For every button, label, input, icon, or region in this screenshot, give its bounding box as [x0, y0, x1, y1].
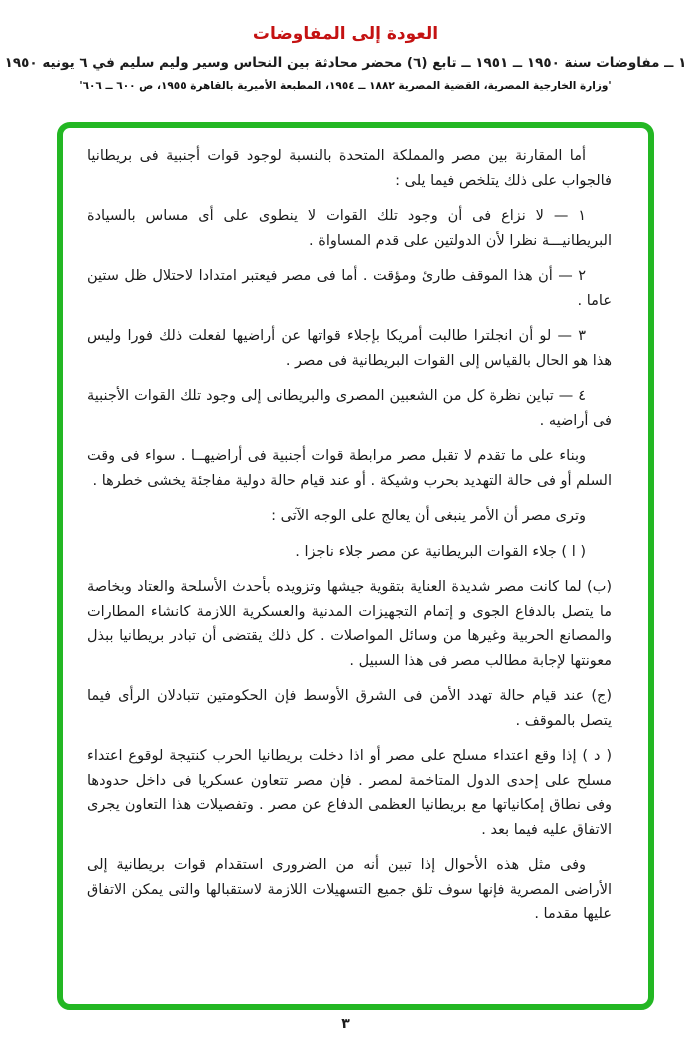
page-title: العودة إلى المفاوضات: [252, 24, 439, 44]
document-header: [0, 24, 691, 92]
highlighted-text-box: [57, 122, 654, 1010]
paragraph-point-4: ٤ — تباين نظرة كل من الشعبين المصرى والبريطانى إلى وجود تلك القوات الأجنبية فى أراضيه .: [87, 388, 612, 429]
paragraph-point-1: ١ — لا نزاع فى أن وجود تلك القوات لا ينطوى على أى مساس بالسيادة البريطانيـــة نظرا لأن الدولتين على قدم المساواة .: [87, 208, 612, 249]
paragraph-item-dal: ( د ) إذا وقع اعتداء مسلح على مصر أو اذا دخلت بريطانيا الحرب كنتيجة لوقوع اعتداء مسلح على إحدى الدول المتاخمة لمصر . فإن مصر تتعاون عسكريا فى داخل حدودها وفى نطاق إمكانياتها مع بريطانيا العظمى الدفاع عن مصر . وتفصيلات هذا التعاون يجرى الاتفاق عليه فيما بعد .: [87, 748, 612, 838]
paragraph-item-jim: (ج) عند قيام حالة تهدد الأمن فى الشرق الأوسط فإن الحكومتين تتبادلان الرأى فيما يتصل بالموقف .: [87, 688, 612, 729]
paragraph-point-2: ٢ — أن هذا الموقف طارئ ومؤقت . أما فى مصر فيعتبر امتدادا لاحتلال ظل ستين عاما .: [87, 268, 612, 309]
document-footer: [0, 1016, 691, 1032]
paragraph-lead-in: وترى مصر أن الأمر ينبغى أن يعالج على الوجه الآتى :: [271, 508, 586, 524]
page-number: ٣: [341, 1016, 350, 1032]
paragraph-conclusion: وبناء على ما تقدم لا تقبل مصر مرابطة قوات أجنبية فى أراضيهــا . سواء فى وقت السلم أو فى حالة التهديد بحرب وشيكة . أو عند قيام حالة دولية مفاجئة يخشى خطرها .: [87, 448, 612, 489]
paragraph-intro: أما المقارنة بين مصر والمملكة المتحدة بالنسبة لوجود قوات أجنبية فى بريطانيا فالجواب على ذلك يتلخص فيما يلى :: [87, 148, 612, 189]
paragraph-closing: وفى مثل هذه الأحوال إذا تبين أنه من الضرورى استقدام قوات بريطانية إلى الأراضى المصرية فإنها سوف تلق جميع التسهيلات اللازمة لاستقبالها والتى يمكن الاتفاق عليها مقدما .: [87, 857, 612, 922]
paragraph-point-3: ٣ — لو أن انجلترا طالبت أمريكا بإجلاء قواتها عن أراضيها لفعلت ذلك فورا وليس هذا هو الحال بالقياس إلى القوات البريطانية فى مصر .: [87, 328, 612, 369]
paragraph-item-ba: (ب) لما كانت مصر شديدة العناية بتقوية جيشها وتزويده بأحدث الأسلحة والعتاد وبخاصة ما يتصل بالدفاع الجوى و إتمام التجهيزات المدنية والعسكرية اللازمة كانشاء المطارات والمصانع الحربية وغيرها من وسائل المواصلات . كل ذلك يقتضى أن تبادر بريطانيا ببذل معونتها لإجابة مطالب مصر فى هذا السبيل .: [87, 579, 612, 669]
document-subtitle: ١ ــ مفاوضات سنة ١٩٥٠ ــ ١٩٥١ ــ تابع (٦) محضر محادثة بين النحاس وسير وليم سليم في ٦ يونيه ١٩٥٠: [4, 55, 687, 71]
source-citation: 'وزارة الخارجية المصرية، القضية المصرية ١٨٨٢ ــ ١٩٥٤، المطبعة الأميرية بالقاهرة ١٩٥٥، ص ٦٠٠ ــ ٦٠٦': [79, 80, 612, 92]
paragraph-item-alef: ( ا ) جلاء القوات البريطانية عن مصر جلاء ناجزا .: [295, 543, 586, 560]
